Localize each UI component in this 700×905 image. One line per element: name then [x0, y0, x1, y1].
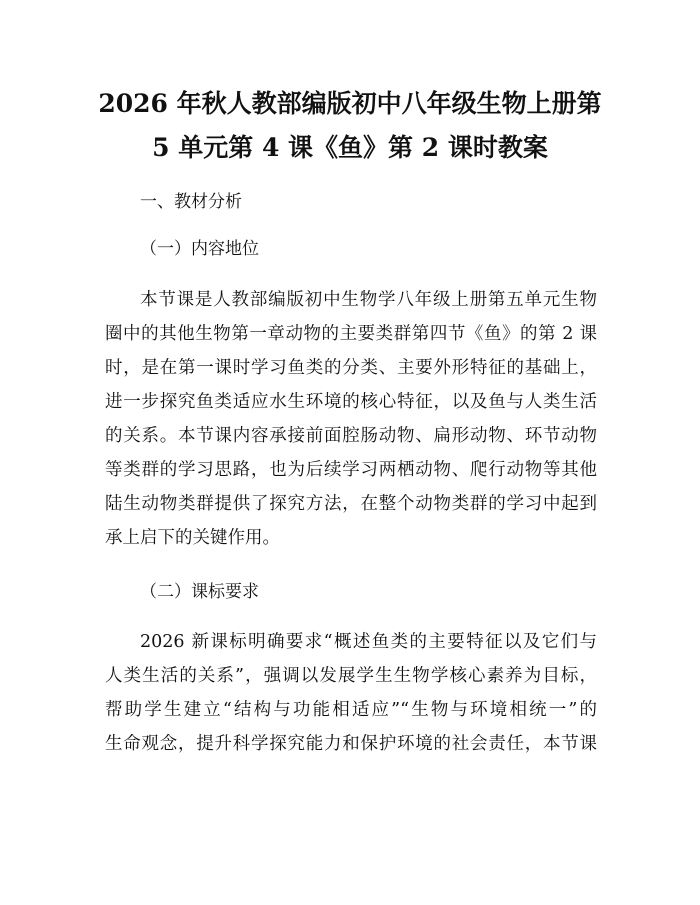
subsection-heading-curriculum-requirements: （二）课标要求 — [140, 582, 259, 602]
paragraph-line: 2026 新课标明确要求“概述鱼类的主要特征以及它们与 — [140, 632, 597, 652]
paragraph-line: 本节课是人教部编版初中生物学八年级上册第五单元生物 — [140, 290, 597, 310]
subsection-heading-content-position: （一）内容地位 — [140, 239, 259, 259]
paragraph-line: 陆生动物类群提供了探究方法，在整个动物类群的学习中起到 — [105, 494, 597, 514]
document-title-line-1: 2026 年秋人教部编版初中八年级生物上册第 — [98, 89, 602, 118]
paragraph-curriculum-requirements — [105, 625, 597, 761]
paragraph-line: 人类生活的关系”，强调以发展学生生物学核心素养为目标， — [105, 666, 597, 686]
paragraph-line: 生命观念，提升科学探究能力和保护环境的社会责任，本节课 — [105, 734, 597, 754]
paragraph-line: 的关系。本节课内容承接前面腔肠动物、扁形动物、环节动物 — [105, 426, 597, 446]
paragraph-line: 等类群的学习思路，也为后续学习两栖动物、爬行动物等其他 — [105, 460, 597, 480]
paragraph-line: 帮助学生建立“结构与功能相适应”“生物与环境相统一”的 — [105, 700, 597, 720]
paragraph-line: 进一步探究鱼类适应水生环境的核心特征，以及鱼与人类生活 — [105, 392, 597, 412]
paragraph-line: 时，是在第一课时学习鱼类的分类、主要外形特征的基础上， — [105, 358, 597, 378]
document-title-line-2: 5 单元第 4 课《鱼》第 2 课时教案 — [152, 133, 548, 162]
paragraph-content-position — [105, 283, 597, 555]
paragraph-line: 承上启下的关键作用。 — [105, 528, 280, 548]
paragraph-line: 圈中的其他生物第一章动物的主要类群第四节《鱼》的第 2 课 — [105, 324, 597, 344]
section-heading-teaching-material-analysis: 一、教材分析 — [140, 192, 242, 212]
